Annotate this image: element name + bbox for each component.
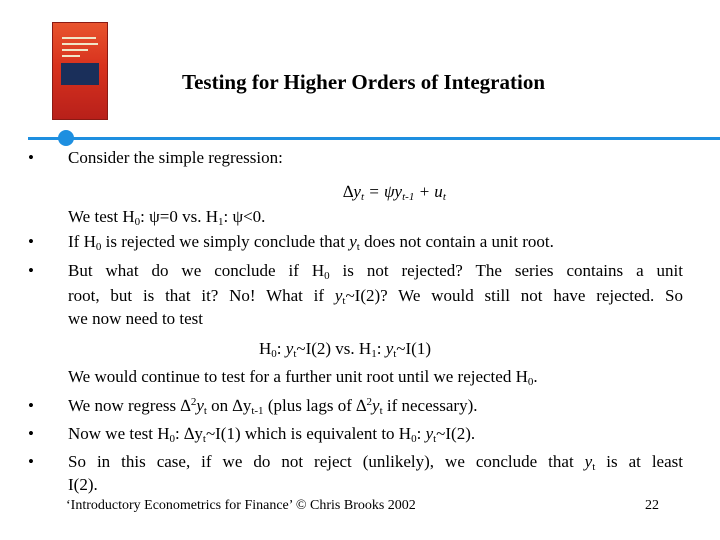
footer-citation: ‘Introductory Econometrics for Finance’ © Chris Brooks 2002 bbox=[66, 498, 416, 513]
bullet-text-5: Now we test $H_0$: $\Delta y_t\sim I(1)$ which is equivalent to $H_0$: $y_t\sim I(2)$. bbox=[68, 424, 476, 445]
bullet: • bbox=[28, 261, 34, 280]
bullet: • bbox=[28, 424, 34, 443]
bullet-text-6-end: I(2). bbox=[68, 475, 98, 494]
title-divider bbox=[28, 137, 720, 140]
hypothesis-line: We test $H_0$: ψ=0 vs. $H_1$: ψ<0. bbox=[68, 207, 266, 228]
bullet-text-3-end: we now need to test bbox=[68, 309, 204, 328]
bullet: • bbox=[28, 396, 34, 415]
book-cover-image bbox=[52, 22, 108, 120]
book-cover-stripe bbox=[61, 63, 99, 85]
bullet: • bbox=[28, 148, 34, 167]
book-cover-text-line bbox=[62, 55, 80, 57]
bullet-text-3-cont: root, but is that it? No! What if $y_t\sim I(2)$? We would still not have rejected. So bbox=[68, 286, 683, 307]
bullet: • bbox=[28, 232, 34, 251]
bullet-text-2: If $H_0$ is rejected we simply conclude that $y_t$ does not contain a unit root. bbox=[68, 232, 554, 253]
test-hypotheses: $H_0$: $y_t\sim I(2)$ vs. $H_1$: $y_t\sim I(1)$ bbox=[259, 339, 431, 360]
book-cover-text-line bbox=[62, 37, 96, 39]
bullet-text-6: So in this case, if we do not reject (unlikely), we conclude that $y_t$ is at least bbox=[68, 452, 683, 473]
bullet-text-4: We now regress $\Delta^2y_t$ on $\Delta y_{t-1}$ (plus lags of $\Delta^2y_t$ if necessary). bbox=[68, 396, 478, 417]
continue-testing-line: We would continue to test for a further unit root until we rejected $H_0$. bbox=[68, 367, 538, 388]
bullet: • bbox=[28, 452, 34, 471]
regression-equation: $\Delta y_t = \psi y_{t-1} + u_t$ bbox=[343, 182, 446, 203]
book-cover-text-line bbox=[62, 49, 88, 51]
book-cover-text-line bbox=[62, 43, 98, 45]
slide-title: Testing for Higher Orders of Integration bbox=[182, 70, 546, 94]
bullet-text-3: But what do we conclude if $H_0$ is not rejected? The series contains a unit bbox=[68, 261, 684, 282]
divider-dot bbox=[58, 130, 74, 146]
bullet-text-1: Consider the simple regression: bbox=[68, 148, 283, 167]
page-number: 22 bbox=[645, 498, 659, 513]
